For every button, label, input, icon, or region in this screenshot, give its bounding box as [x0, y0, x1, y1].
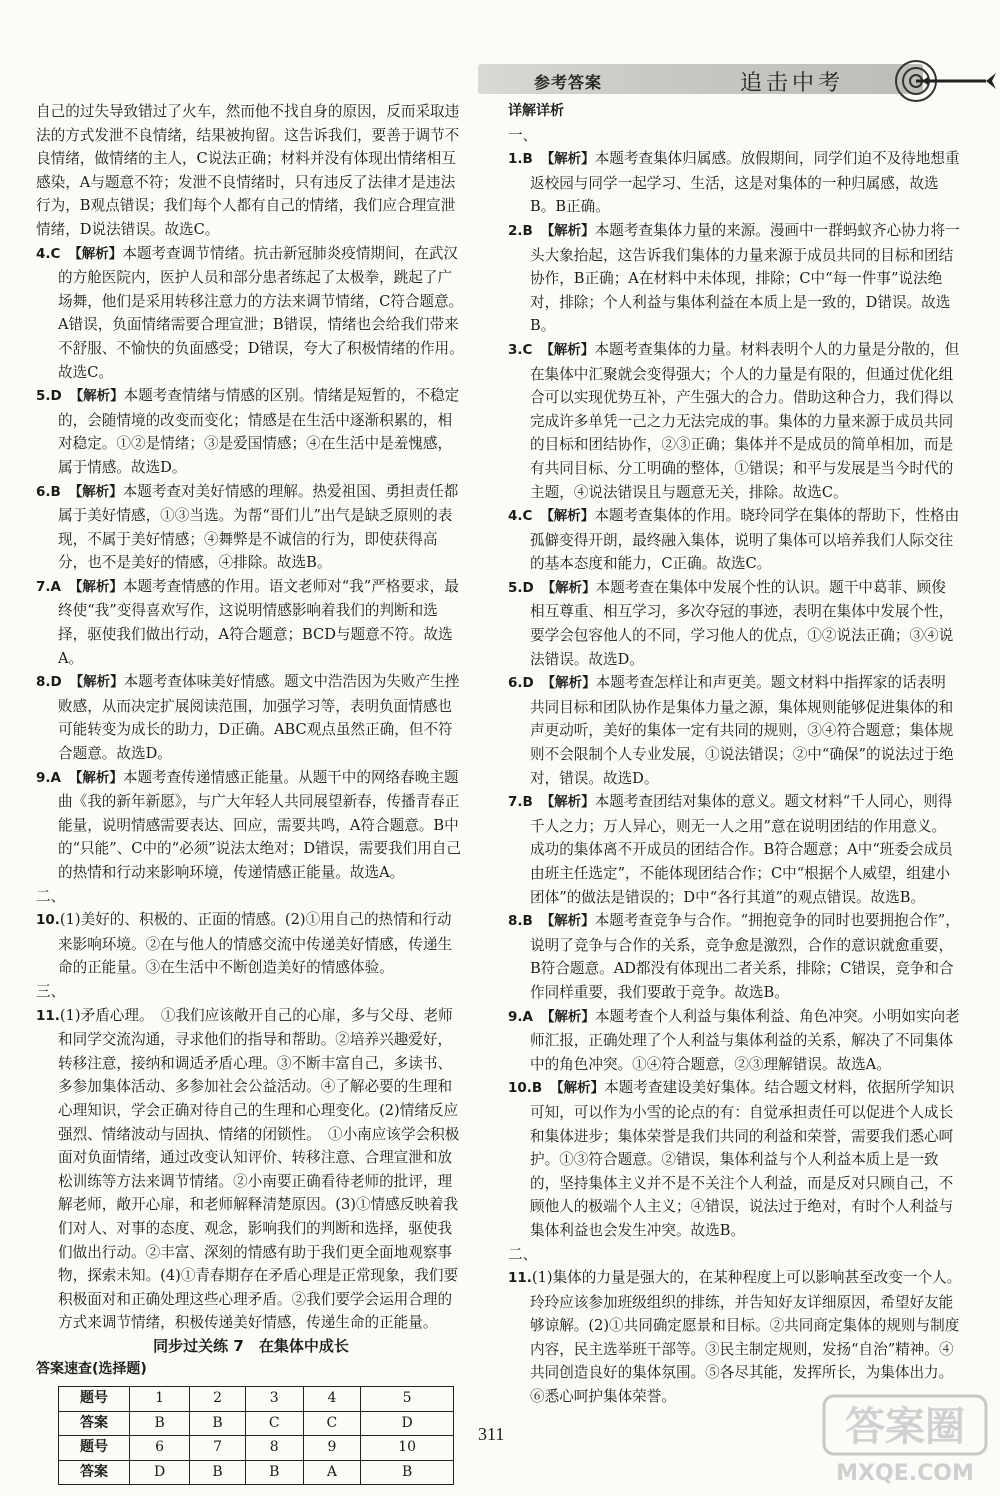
- detail-analysis-title: 详解详析: [508, 103, 564, 119]
- table-cell: C: [245, 1411, 303, 1436]
- item-number: 11.: [508, 1270, 532, 1287]
- item-text: (1)矛盾心理。 ①我们应该敞开自己的心扉，多与父母、老师和同学交流沟通，寻求他们的指导和帮助。②培养兴趣爱好，转移注意，接纳和调适矛盾心理。③不断丰富自己，多读书、多参加集体活动、多参加社会公益活动。④了解必要的生理和心理知识，学会正确对待自己的生理和心理变化。(2)情绪反应强烈、情绪波动与固执、情绪的闭锁性。 ①小南应该学会积极面对负面情绪，通过改变认知评价、转移注意、合理宣泄和放松训练等方法来调节情绪。②小南要正确看待老师的批评，理解老师，敞开心扉，和老师解释清楚原因。(3)①情感反映着我们对人、对事的态度、观念，影响我们的判断和选择，驱使我们做出行动。②丰富、深刻的情感有助于我们更全面地观察事物，探索未知。(4)①青春期存在矛盾心理是正常现象，我们要积极面对和正确处理这些心理矛盾。②我们要学会运用合理的方式来调节情绪，积极传递美好情感，传递生命的正能量。: [58, 1006, 460, 1332]
- answer-item-6: [508, 671, 960, 790]
- table-row: [59, 1436, 454, 1461]
- answer-item-4: [36, 242, 466, 385]
- watermark-bottom-text: MXQE.COM: [836, 1461, 974, 1486]
- watermark-logo-icon: [820, 1392, 990, 1490]
- answer-item-8: [36, 670, 466, 765]
- item-answer: A: [50, 769, 61, 786]
- analysis-tag: 【解析】: [547, 222, 595, 239]
- item-text: 本题考查调节情绪。抗击新冠肺炎疫情期间，在武汉的方舱医院内，医护人员和部分患者练起了太极拳，跳起了广场舞，他们是采用转移注意力的方法来调节情绪，C符合题意。A错误，负面情绪需要合理宣泄；B错误，情绪也会给我们带来不舒服、不愉快的负面感受；D错误，夸大了积极情绪的作用。故选C。: [58, 244, 464, 381]
- analysis-tag: 【解析】: [547, 508, 595, 525]
- item-number: 10.: [36, 912, 60, 929]
- target-arrow-icon: [888, 58, 998, 104]
- analysis-tag: 【解析】: [75, 483, 123, 500]
- item-number: 6.: [508, 675, 523, 692]
- section-marker-1: 一、: [508, 126, 538, 144]
- item-number: 4.: [36, 245, 51, 262]
- table-cell: 10: [361, 1436, 454, 1461]
- answer-item-11: [36, 1004, 466, 1335]
- item-number: 8.: [36, 674, 51, 691]
- answer-item-2: [508, 219, 960, 338]
- item-answer: C: [50, 245, 61, 262]
- header-left-label: 参考答案: [534, 73, 603, 92]
- table-cell: 4: [303, 1387, 361, 1412]
- left-column: [36, 100, 466, 1485]
- analysis-tag: 【解析】: [547, 1008, 595, 1025]
- item-number: 7.: [508, 794, 523, 811]
- item-answer: D: [50, 388, 62, 405]
- answer-item-9: [36, 766, 466, 885]
- table-row: [59, 1387, 454, 1412]
- item-text: 本题考查集体的作用。晓玲同学在集体的帮助下，性格由孤僻变得开朗，最终融入集体，说明了集体可以培养我们人际交往的基本态度和能力，C正确。故选C。: [530, 507, 960, 573]
- answer-item-8: [508, 909, 960, 1004]
- right-column: [508, 100, 969, 1409]
- answer-item-7: [508, 790, 960, 909]
- item-answer: D: [522, 579, 534, 596]
- table-cell: 5: [361, 1387, 454, 1412]
- item-number: 10.: [508, 1080, 532, 1097]
- item-answer: C: [522, 508, 533, 525]
- analysis-tag: 【解析】: [547, 794, 595, 811]
- item-answer: A: [50, 578, 61, 595]
- answer-item-10: [36, 908, 466, 980]
- section-title: 同步过关练 7 在集体中成长: [153, 1336, 349, 1355]
- item-text: (1)集体的力量是强大的，在某种程度上可以影响甚至改变一个人。 玲玲应该参加班级组织的排练，并告知好友详细原因，希望好友能够谅解。(2)①共同确定愿景和目标。②共同商定集体的规则与制度内容，民主选举班干部等。③民主制定规则，发扬“自治”精神。④共同创造良好的集体氛围。⑤各尽其能，发挥所长，为集体出力。⑥悉心呵护集体荣誉。: [530, 1269, 969, 1406]
- answer-item-4: [508, 504, 960, 576]
- item-number: 4.: [508, 508, 523, 525]
- item-text: 本题考查传递情感正能量。从题干中的网络春晚主题曲《我的新年新愿》，与广大年轻人共同展望新春，传播青春正能量，说明情感需要表达、回应，需要共鸣，A符合题意。B中的“只能”、C中的“必须”说法太绝对；D错误，需要我们用自己的热情和行动来影响环境，传递情感正能量。故选A。: [58, 768, 461, 881]
- item-number: 1.: [508, 151, 523, 168]
- table-cell: 6: [130, 1436, 190, 1461]
- analysis-tag: 【解析】: [75, 769, 123, 786]
- item-answer: B: [531, 1080, 543, 1097]
- table-cell: D: [361, 1411, 454, 1436]
- item-number: 9.: [508, 1008, 523, 1025]
- row-header: 题号: [59, 1436, 130, 1461]
- item-text: 本题考查竞争与合作。“拥抱竞争的同时也要拥抱合作”，说明了竞争与合作的关系，竞争愈是激烈，合作的意识就愈重要，B符合题意。AD都没有体现出二者关系，排除；C错误，竞争和合作同样重要，我们要敢于竞争。故选B。: [530, 912, 960, 1001]
- analysis-tag: 【解析】: [548, 579, 596, 596]
- table-cell: 7: [190, 1436, 246, 1461]
- table-cell: B: [190, 1411, 246, 1436]
- answer-item-7: [36, 575, 466, 670]
- item-answer: B: [50, 483, 61, 500]
- watermark-top-text: 答案圈: [845, 1404, 965, 1450]
- item-answer: C: [522, 341, 533, 358]
- item-number: 7.: [36, 578, 51, 595]
- item-text: 本题考查集体力量的来源。漫画中一群蚂蚁齐心协力将一头大象抬起，这告诉我们集体的力量来源于成员共同的目标和团结协作，B正确；A在材料中未体现，排除；C中“每一件事”说法绝对，排除；个人利益与集体利益在本质上是一致的，D错误。故选B。: [530, 221, 960, 335]
- answer-item-1: [508, 147, 960, 219]
- item-text: 本题考查建设美好集体。结合题文材料，依据所学知识可知，可以作为小雪的论点的有：自觉承担责任可以促进个人成长和集体进步；集体荣誉是我们共同的利益和荣誉，需要我们悉心呵护。①③符合题意。②错误，集体利益与个人利益本质上是一致的，坚持集体主义并不是不关注个人利益，而是反对只顾自己，不顾他人的极端个人主义；④错误，说法过于绝对，有时个人利益与集体利益也会发生冲突。故选B。: [530, 1079, 955, 1239]
- table-cell: B: [361, 1460, 454, 1485]
- item-number: 11.: [36, 1007, 60, 1024]
- section-marker-3: 三、: [36, 982, 66, 1000]
- item-text: 本题考查对美好情感的理解。热爱祖国、勇担责任都属于美好情感，①③当选。为帮“哥们儿”出气是缺乏原则的表现，不属于美好情感；④舞弊是不诚信的行为，即使获得高分，也不是美好的情感，④排除。故选B。: [58, 482, 459, 572]
- item-answer: D: [50, 674, 62, 691]
- analysis-tag: 【解析】: [547, 341, 595, 358]
- section-marker-2: 二、: [36, 887, 66, 905]
- item-answer: B: [522, 913, 533, 930]
- item-answer: D: [522, 675, 534, 692]
- left-intro-text: 自己的过失导致错过了火车，然而他不找自身的原因，反而采取违法的方式发泄不良情绪，结果被拘留。这告诉我们，要善于调节不良情绪，做情绪的主人，C说法正确；材料并没有体现出情绪相互感染，A与题意不符；发泄不良情绪时，只有违反了法律才是违法行为，B观点错误；我们每个人都有自己的情绪，我们应合理宣泄情绪，D说法错误。故选C。: [36, 103, 460, 238]
- item-number: 3.: [508, 341, 523, 358]
- table-cell: 8: [245, 1436, 303, 1461]
- answer-item-11: [508, 1266, 969, 1409]
- answer-item-6: [36, 480, 466, 575]
- item-number: 8.: [508, 913, 523, 930]
- item-number: 2.: [508, 222, 523, 239]
- page-number: 311: [478, 1424, 505, 1444]
- item-number: 5.: [508, 579, 523, 596]
- table-row: [59, 1411, 454, 1436]
- table-cell: A: [303, 1460, 361, 1485]
- table-cell: 2: [190, 1387, 246, 1412]
- answer-item-10: [508, 1076, 960, 1242]
- item-answer: B: [522, 151, 533, 168]
- item-answer: A: [522, 1008, 533, 1025]
- answer-item-5: [508, 576, 960, 671]
- item-text: (1)美好的、积极的、正面的情感。(2)①用自己的热情和行动来影响环境。②在与他人的情感交流中传递美好情感，传递生命的正能量。③在生活中不断创造美好的情感体验。: [58, 911, 453, 977]
- item-text: 本题考查情感的作用。语文老师对“我”严格要求，最终使“我”变得喜欢写作，这说明情感影响着我们的判断和选择，驱使我们做出行动，A符合题意；BCD与题意不符。故选A。: [58, 577, 459, 667]
- quick-answer-title: 答案速查(选择题): [36, 1361, 147, 1378]
- item-answer: B: [522, 794, 533, 811]
- item-number: 6.: [36, 483, 51, 500]
- item-text: 本题考查怎样让和声更美。题文材料中指挥家的话表明共同目标和团队协作是集体力量之源，集体规则能够促进集体的和声更动听，美好的集体一定有共同的规则，③④符合题意；集体规则不会限制个人专业发展，①说法错误；②中“确保”的说法过于绝对，错误。故选D。: [530, 674, 954, 787]
- table-cell: B: [245, 1460, 303, 1485]
- section-marker-2: 二、: [508, 1245, 538, 1263]
- table-cell: C: [303, 1411, 361, 1436]
- item-text: 本题考查情绪与情感的区别。情绪是短暂的，不稳定的，会随情境的改变而变化；情感是在生活中逐渐积累的，相对稳定。①②是情绪；③是爱国情感；④在生活中是羞愧感，属于情感。故选D。: [58, 387, 460, 476]
- table-row: [59, 1460, 454, 1485]
- analysis-tag: 【解析】: [76, 388, 124, 405]
- item-text: 本题考查体味美好情感。题文中浩浩因为失败产生挫败感，从而决定扩展阅读范围，加强学习等，表明负面情感也可能转变为成长的助力，D正确。ABC观点虽然正确，但不符合题意。故选D。: [58, 673, 460, 763]
- analysis-tag: 【解析】: [76, 674, 124, 691]
- item-answer: B: [522, 222, 533, 239]
- item-text: 本题考查团结对集体的意义。题文材料“千人同心，则得千人之力；万人异心，则无一人之用”意在说明团结的作用意义。成功的集体离不开成员的团结合作。B符合题意；A中“班委会成员由班主任选定”，不能体现团结合作；C中“根据个人威望，组建小团体”的做法是错误的；D中“各行其道”的观点错误。故选B。: [530, 793, 953, 906]
- item-text: 本题考查个人利益与集体利益、角色冲突。小明如实向老师汇报，正确处理了个人利益与集体利益的关系，解决了不同集体中的角色冲突。①④符合题意，②③理解错误。故选A。: [530, 1007, 960, 1073]
- item-text: 本题考查集体的力量。材料表明个人的力量是分散的，但在集体中汇聚就会变得强大；个人的力量是有限的，但通过优化组合可以实现优势互补，产生强大的合力。借助这种合力，我们得以完成许多单凭一己之力无法完成的事。集体的力量来源于成员共同的目标和团结协作，②③正确；集体并不是成员的简单相加，而是有共同目标、分工明确的整体，①错误；和平与发展是当今时代的主题，④说法错误且与题意无关，排除。故选C。: [530, 340, 960, 501]
- header-right-label: 追击中考: [740, 71, 845, 96]
- table-cell: B: [190, 1460, 246, 1485]
- item-text: 本题考查在集体中发展个性的认识。题干中葛菲、顾俊相互尊重、相互学习，多次夺冠的事迹，表明在集体中发展个性，要学会包容他人的不同，学习他人的优点，①②说法正确；③④说法错误。故选D。: [530, 578, 954, 668]
- analysis-tag: 【解析】: [548, 675, 596, 692]
- table-cell: 1: [130, 1387, 190, 1412]
- table-cell: 9: [303, 1436, 361, 1461]
- item-number: 9.: [36, 769, 51, 786]
- row-header: 答案: [59, 1411, 130, 1436]
- answer-item-5: [36, 384, 466, 479]
- analysis-tag: 【解析】: [75, 578, 123, 595]
- answer-item-3: [508, 338, 960, 504]
- table-cell: B: [130, 1411, 190, 1436]
- analysis-tag: 【解析】: [75, 245, 123, 262]
- page-header: [478, 58, 998, 104]
- item-text: 本题考查集体归属感。放假期间，同学们迫不及待地想重返校园与同学一起学习、生活，这是对集体的一种归属感，故选B。B正确。: [530, 150, 960, 216]
- table-cell: D: [130, 1460, 190, 1485]
- table-cell: 3: [245, 1387, 303, 1412]
- answer-table: [58, 1386, 454, 1485]
- row-header: 题号: [59, 1387, 130, 1412]
- analysis-tag: 【解析】: [556, 1080, 605, 1097]
- analysis-tag: 【解析】: [547, 913, 595, 930]
- row-header: 答案: [59, 1460, 130, 1485]
- analysis-tag: 【解析】: [547, 151, 595, 168]
- item-number: 5.: [36, 388, 51, 405]
- answer-item-9: [508, 1005, 960, 1077]
